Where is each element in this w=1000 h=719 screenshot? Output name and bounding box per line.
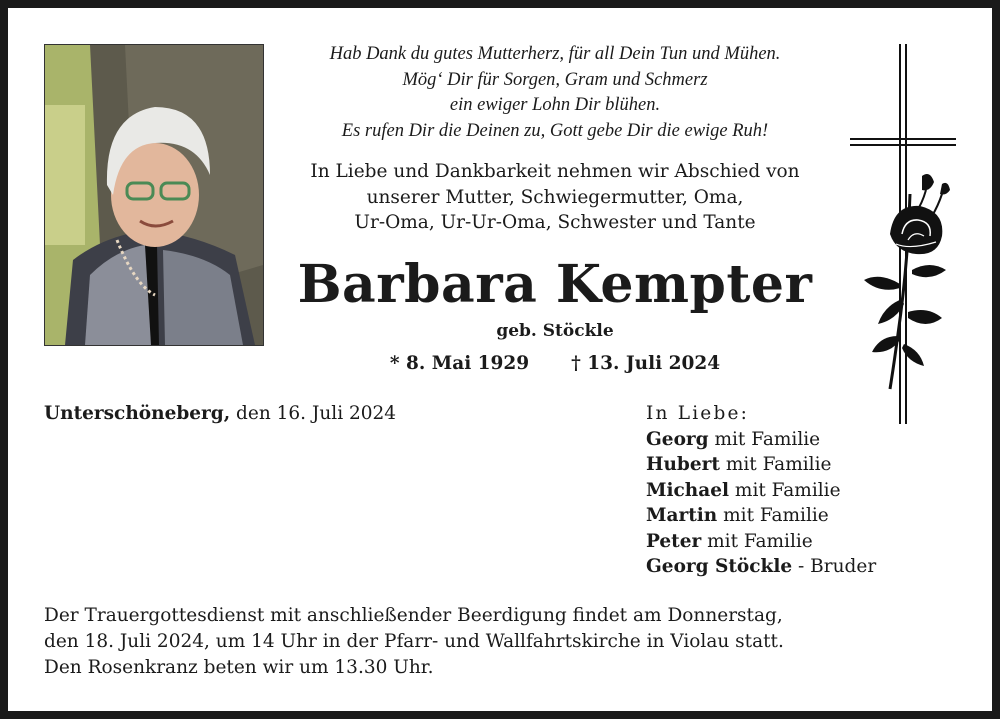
mourner-row bbox=[646, 503, 876, 529]
mourner-row bbox=[646, 529, 876, 555]
mourners-list bbox=[646, 401, 876, 580]
intro-text bbox=[270, 159, 840, 236]
mourner-row bbox=[646, 478, 876, 504]
obituary-notice bbox=[8, 8, 992, 711]
mourner-name: Michael bbox=[646, 479, 730, 501]
portrait-photo bbox=[44, 44, 264, 346]
mourner-relation: mit Familie bbox=[701, 530, 813, 552]
intro-line: In Liebe und Dankbarkeit nehmen wir Abschied von bbox=[310, 161, 800, 182]
deceased-name: Barbara Kempter bbox=[297, 254, 813, 315]
poem-line: ein ewiger Lohn Dir blühen. bbox=[449, 95, 661, 115]
mourner-row bbox=[646, 427, 876, 453]
mourner-relation: mit Familie bbox=[719, 454, 832, 475]
mourner-name: Martin bbox=[646, 505, 718, 526]
service-info bbox=[44, 603, 784, 681]
mourner-relation: mit Familie bbox=[729, 479, 841, 501]
poem-line: Mög‘ Dir für Sorgen, Gram und Schmerz bbox=[402, 69, 708, 90]
place-date bbox=[44, 402, 396, 426]
notice-date: den 16. Juli 2024 bbox=[230, 403, 397, 424]
mourner-relation: mit Familie bbox=[717, 505, 829, 526]
birth-name: geb. Stöckle bbox=[496, 321, 614, 341]
mourner-relation: mit Familie bbox=[708, 428, 821, 450]
mourner-row bbox=[646, 554, 876, 580]
life-dates bbox=[270, 352, 840, 376]
intro-line: Ur-Oma, Ur-Ur-Oma, Schwester und Tante bbox=[354, 212, 756, 233]
poem-line: Hab Dank du gutes Mutterherz, für all Dein Tun und Mühen. bbox=[329, 44, 781, 64]
mourner-row bbox=[646, 452, 876, 478]
intro-line: unserer Mutter, Schwiegermutter, Oma, bbox=[366, 186, 744, 208]
mourner-name: Georg bbox=[646, 428, 709, 450]
service-line: den 18. Juli 2024, um 14 Uhr in der Pfarr- und Wallfahrtskirche in Violau statt. bbox=[44, 631, 784, 652]
birth-date: * 8. Mai 1929 bbox=[389, 353, 530, 374]
cross-with-rose-icon bbox=[850, 44, 960, 429]
place-name: Unterschöneberg, bbox=[44, 403, 231, 424]
mourner-name: Peter bbox=[646, 530, 702, 552]
poem-line: Es rufen Dir die Deinen zu, Gott gebe Dir die ewige Ruh! bbox=[341, 120, 769, 141]
mourner-name: Hubert bbox=[646, 454, 720, 475]
mourners-header: In Liebe: bbox=[646, 403, 750, 424]
mourner-name: Georg Stöckle bbox=[646, 556, 793, 577]
service-line: Der Trauergottesdienst mit anschließender Beerdigung findet am Donnerstag, bbox=[44, 605, 783, 626]
portrait-image bbox=[45, 45, 263, 345]
service-line: Den Rosenkranz beten wir um 13.30 Uhr. bbox=[44, 657, 434, 678]
death-date: † 13. Juli 2024 bbox=[571, 353, 721, 374]
mourner-relation: - Bruder bbox=[792, 556, 877, 577]
poem bbox=[270, 42, 840, 144]
